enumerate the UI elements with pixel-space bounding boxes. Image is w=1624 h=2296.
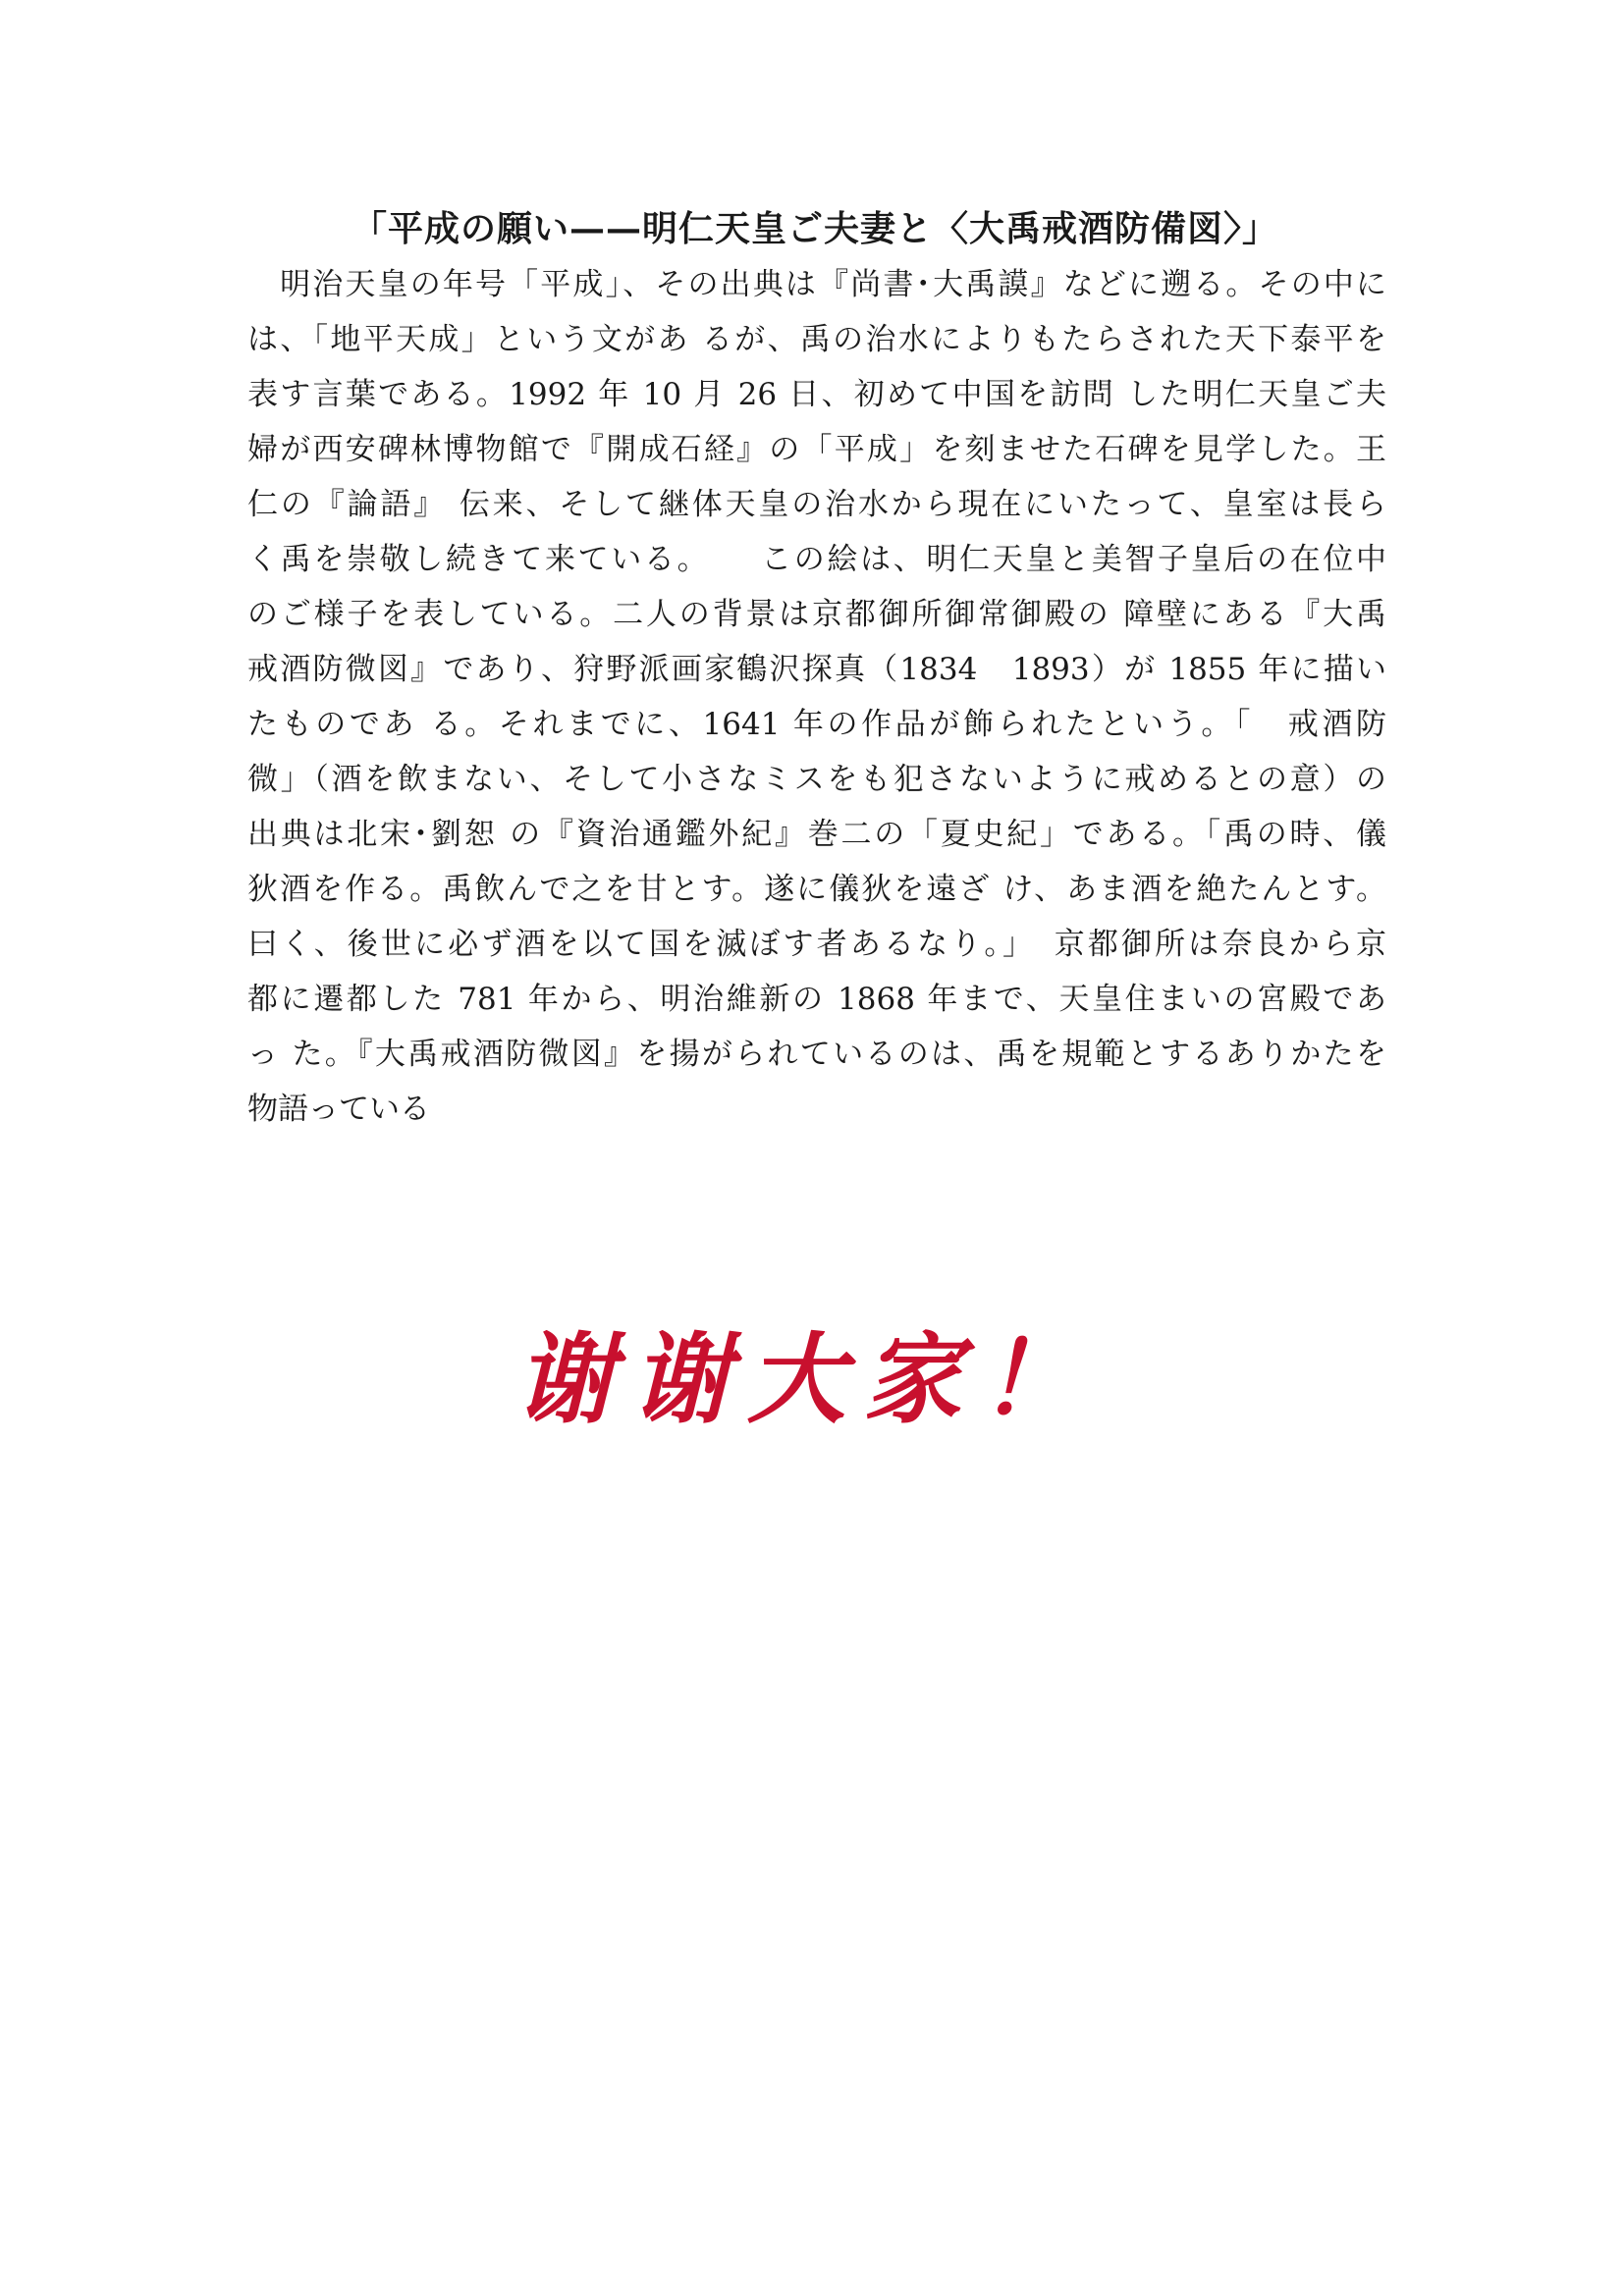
body-line: 表す言葉である。1992 年 10 月 26 日、初めて中国を訪問 した明仁天皇ご夫	[247, 377, 1386, 412]
body-line: 物語っている	[247, 1092, 430, 1127]
body-line: のご様子を表している。二人の背景は京都御所御常御殿の 障壁にある『大禹	[247, 597, 1386, 632]
body-line: 婦が西安碑林博物館で『開成石経』の「平成」を刻ませた石碑を見学した。王	[247, 432, 1386, 467]
body-line: く禹を崇敬し続きて来ている。 この絵は、明仁天皇と美智子皇后の在位中	[247, 542, 1386, 577]
body-line: は、「地平天成」という文があ るが、禹の治水によりもたらされた天下泰平を	[247, 322, 1386, 357]
body-paragraph	[247, 257, 1386, 1137]
body-line: 明治天皇の年号「平成」、その出典は『尚書･大禹謨』などに遡る。その中に	[247, 267, 1386, 302]
closing-thanks: 谢谢大家！	[515, 1321, 1095, 1437]
body-line: 微」（酒を飲まない、そして小さなミスをも犯さないように戒めるとの意）の	[247, 762, 1386, 797]
body-line: 都に遷都した 781 年から、明治維新の 1868 年まで、天皇住まいの宮殿であ	[247, 982, 1386, 1017]
body-line: 曰く、後世に必ず酒を以て国を滅ぼす者あるなり。」 京都御所は奈良から京	[247, 927, 1386, 962]
body-line: 狄酒を作る。禹飲んで之を甘とす。遂に儀狄を遠ざ け、あま酒を絶たんとす。	[247, 872, 1386, 907]
body-line: 仁の『論語』 伝来、そして継体天皇の治水から現在にいたって、皇室は長ら	[247, 487, 1386, 522]
body-line: 出典は北宋･劉恕 の『資治通鑑外紀』巻二の「夏史紀」である。「禹の時、儀	[247, 817, 1386, 852]
body-line: っ た。『大禹戒酒防微図』を揚がられているのは、禹を規範とするありかたを	[247, 1037, 1386, 1072]
body-line: 戒酒防微図』であり、狩野派画家鶴沢探真（1834 1893）が 1855 年に描い	[247, 652, 1386, 687]
body-line: たものであ る。それまでに、1641 年の作品が飾られたという。「 戒酒防	[247, 707, 1386, 742]
document-title: 「平成の願い——明仁天皇ご夫妻と〈大禹戒酒防備図〉」	[351, 208, 1278, 249]
